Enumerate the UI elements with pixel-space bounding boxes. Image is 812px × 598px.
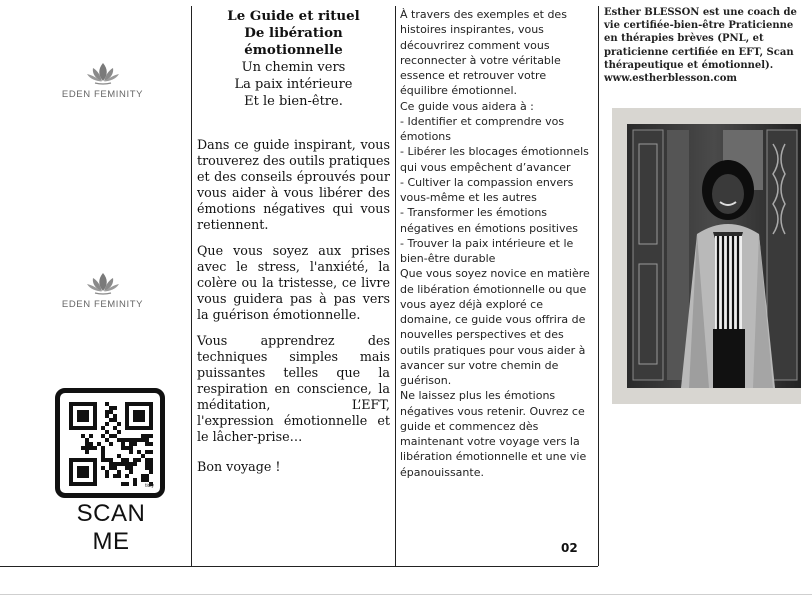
intro-column — [197, 8, 390, 485]
paragraph-4: Bon voyage ! — [197, 459, 281, 474]
guide-title — [197, 8, 390, 110]
subtitle-line-1: Un chemin vers — [241, 60, 346, 75]
list-item: - Trouver la paix intérieure et le bien-être durable — [400, 236, 574, 265]
author-bio — [604, 6, 810, 85]
column-divider-1 — [191, 6, 192, 566]
paragraph-1: Dans ce guide inspirant, vous trouverez des outils pratiques et des conseils éprouvés pour vous aider à vous libérer des émotions négatives qui vous retiennent. — [197, 137, 390, 232]
author-photo — [627, 124, 801, 388]
column-divider-3 — [598, 6, 599, 566]
bio-text: Esther BLESSON est une coach de vie certifiée-bien-être Praticienne en thérapies brèves (PNL, et praticienne certifiée en EFT, Scan thérapeutique et émotionnel). — [604, 7, 797, 71]
list-item: - Identifier et comprendre vos émotions — [400, 114, 565, 143]
logo-text: EDEN FEMINITY — [61, 299, 144, 310]
eden-feminity-logo-2 — [55, 270, 150, 310]
title-line-1: Le Guide et rituel — [227, 8, 360, 24]
scan-me-label: SCAN ME — [76, 500, 146, 555]
lotus-icon — [86, 270, 120, 296]
paragraph-3: Vous apprendrez des techniques simples mais puissantes telles que la respiration en conscience, la méditation, L’EFT, l'expression émotionnelle et le lâcher-prise… — [197, 333, 390, 444]
portrait-illustration — [627, 124, 801, 388]
paragraph-2: Que vous soyez aux prises avec le stress, l'anxiété, la colère ou la tristesse, ce livre vous guidera pas à pas vers la guérison émotionnelle. — [197, 243, 390, 322]
novice-paragraph: Que vous soyez novice en matière de libération émotionnelle ou que vous ayez déjà exploré ce domaine, ce guide vous offrira de nouvelles perspectives et des outils pratiques pour vous aider à avancer sur votre chemin de guérison. — [400, 267, 590, 387]
list-item: - Transformer les émotions négatives en émotions positives — [400, 206, 578, 235]
content-column — [400, 7, 593, 480]
list-item: - Cultiver la compassion envers vous-même et les autres — [400, 175, 574, 204]
title-line-3: émotionnelle — [244, 42, 343, 58]
footer-line — [0, 594, 812, 595]
subtitle-line-2: La paix intérieure — [234, 77, 353, 92]
closing-paragraph: Ne laissez plus les émotions négatives vous retenir. Ouvrez ce guide et commencez dès maintenant votre voyage vers la libération émotionnelle et une vie épanouissante. — [400, 389, 587, 479]
intro-paragraph: À travers des exemples et des histoires inspirantes, vous découvrirez comment vous reconnecter à votre véritable essence et retrouver votre équilibre émotionnel. — [400, 8, 567, 98]
bottom-border — [0, 566, 598, 567]
column-divider-2 — [395, 6, 396, 566]
list-lead: Ce guide vous aidera à : — [400, 99, 534, 113]
qr-code-icon — [69, 402, 153, 486]
title-line-2: De libération — [244, 25, 343, 41]
page-number: 02 — [561, 541, 578, 555]
lotus-icon — [86, 60, 120, 86]
qr-code[interactable] — [55, 388, 165, 498]
website-link[interactable]: www.estherblesson.com — [604, 73, 737, 85]
qr-brand-text: tidly — [145, 483, 154, 489]
subtitle-line-3: Et le bien-être. — [244, 94, 343, 109]
eden-feminity-logo-1 — [55, 60, 150, 100]
logo-text: EDEN FEMINITY — [61, 89, 144, 100]
list-item: - Libérer les blocages émotionnels qui vous empêchent d’avancer — [400, 145, 589, 174]
